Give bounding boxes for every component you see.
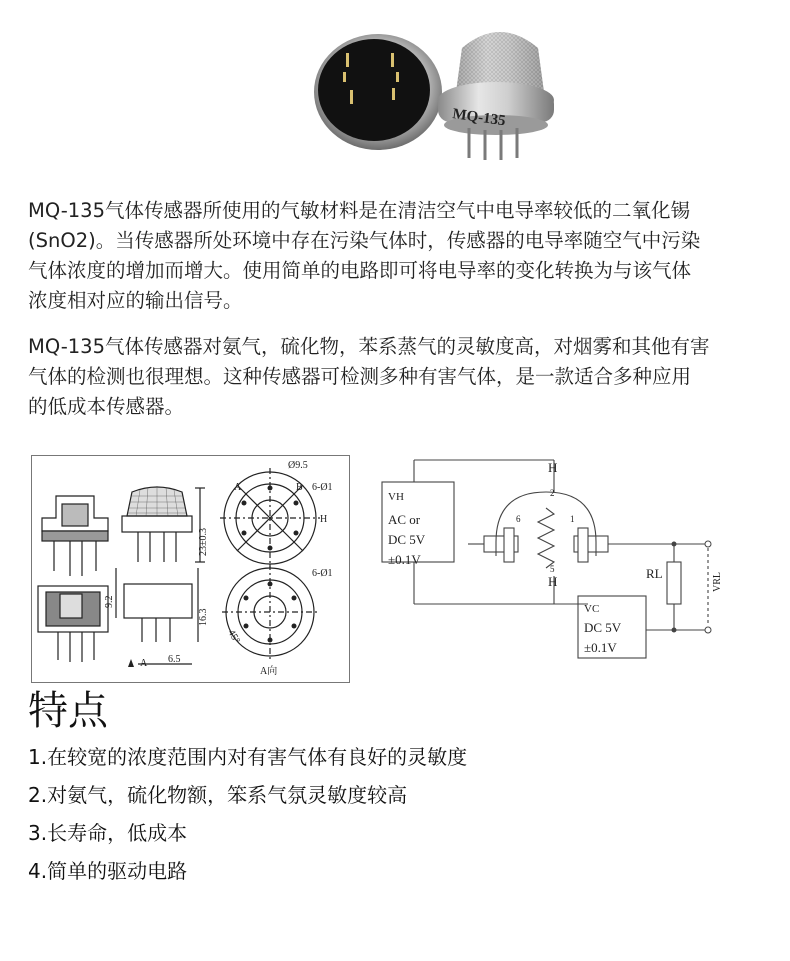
heater-label-bottom: H	[548, 574, 558, 589]
description-paragraph-1	[28, 196, 700, 316]
paragraph-line: (SnO2)。当传感器所处环境中存在污染气体时，传感器的电导率随空气中污染	[28, 229, 701, 252]
paragraph-line: MQ-135气体传感器所使用的气敏材料是在清洁空气中电导率较低的二氧化锡	[28, 199, 690, 222]
dim-diameter-label: Ø9.5	[288, 460, 308, 471]
paragraph-line: 的低成本传感器。	[28, 395, 185, 418]
paragraph-line: 气体浓度的增加而增大。使用简单的电路即可将电导率的变化转换为与该气体	[28, 259, 692, 282]
vc-line2: ±0.1V	[584, 640, 617, 655]
dim-letter-b: B	[296, 482, 303, 493]
features-title: 特点	[28, 688, 108, 734]
pin-5-label: 5	[550, 564, 555, 574]
vh-line3: ±0.1V	[388, 552, 421, 567]
rl-label: RL	[646, 566, 663, 581]
vrl-label: VRL	[712, 572, 723, 592]
dim-angle-label: 45°	[225, 628, 242, 646]
vh-line2: DC 5V	[388, 532, 426, 547]
heater-label-top: H	[548, 460, 558, 475]
sensor-bottom-view	[314, 34, 442, 150]
dim-height-label-3: 16.3	[198, 608, 209, 626]
pin-6-label: 6	[516, 514, 521, 524]
dim-letter-h: H	[320, 514, 328, 525]
sensor-photo	[0, 0, 790, 170]
pin-2-label: 2	[550, 488, 555, 498]
dim-pin-label-2: 6-Ø1	[312, 568, 333, 579]
feature-item: 2.对氨气，硫化物额，笨系气氛灵敏度较高	[28, 783, 408, 807]
paragraph-line: 气体的检测也很理想。这种传感器可检测多种有害气体，是一款适合多种应用	[28, 365, 692, 388]
feature-item: 4.简单的驱动电路	[28, 859, 188, 883]
dim-letter-a-2: A	[140, 658, 148, 669]
dimension-drawing-svg	[32, 456, 349, 682]
dim-width-label: 6.5	[168, 654, 181, 665]
dim-height-label-2: 9.2	[104, 595, 115, 608]
dim-view-label: A向	[260, 666, 278, 677]
dimension-drawing	[31, 455, 350, 683]
feature-item: 3.长寿命，低成本	[28, 821, 188, 845]
vh-line1: AC or	[388, 512, 421, 527]
circuit-diagram	[378, 452, 723, 684]
dim-letter-a: A	[234, 482, 242, 493]
dim-height-label: 23±0.3	[198, 528, 209, 556]
dim-pin-label: 6-Ø1	[312, 482, 333, 493]
description-paragraph-2	[28, 332, 709, 422]
feature-item: 1.在较宽的浓度范围内对有害气体有良好的灵敏度	[28, 745, 468, 769]
sensor-side-view	[438, 32, 554, 160]
vc-title: VC	[584, 603, 600, 615]
sensor-model-label: MQ-135	[451, 106, 507, 130]
features-list	[28, 738, 467, 890]
paragraph-line: 浓度相对应的输出信号。	[28, 289, 243, 312]
vh-title: VH	[388, 491, 404, 503]
vc-line1: DC 5V	[584, 620, 622, 635]
paragraph-line: MQ-135气体传感器对氨气，硫化物，苯系蒸气的灵敏度高，对烟雾和其他有害	[28, 335, 710, 358]
pin-1-label: 1	[570, 514, 575, 524]
